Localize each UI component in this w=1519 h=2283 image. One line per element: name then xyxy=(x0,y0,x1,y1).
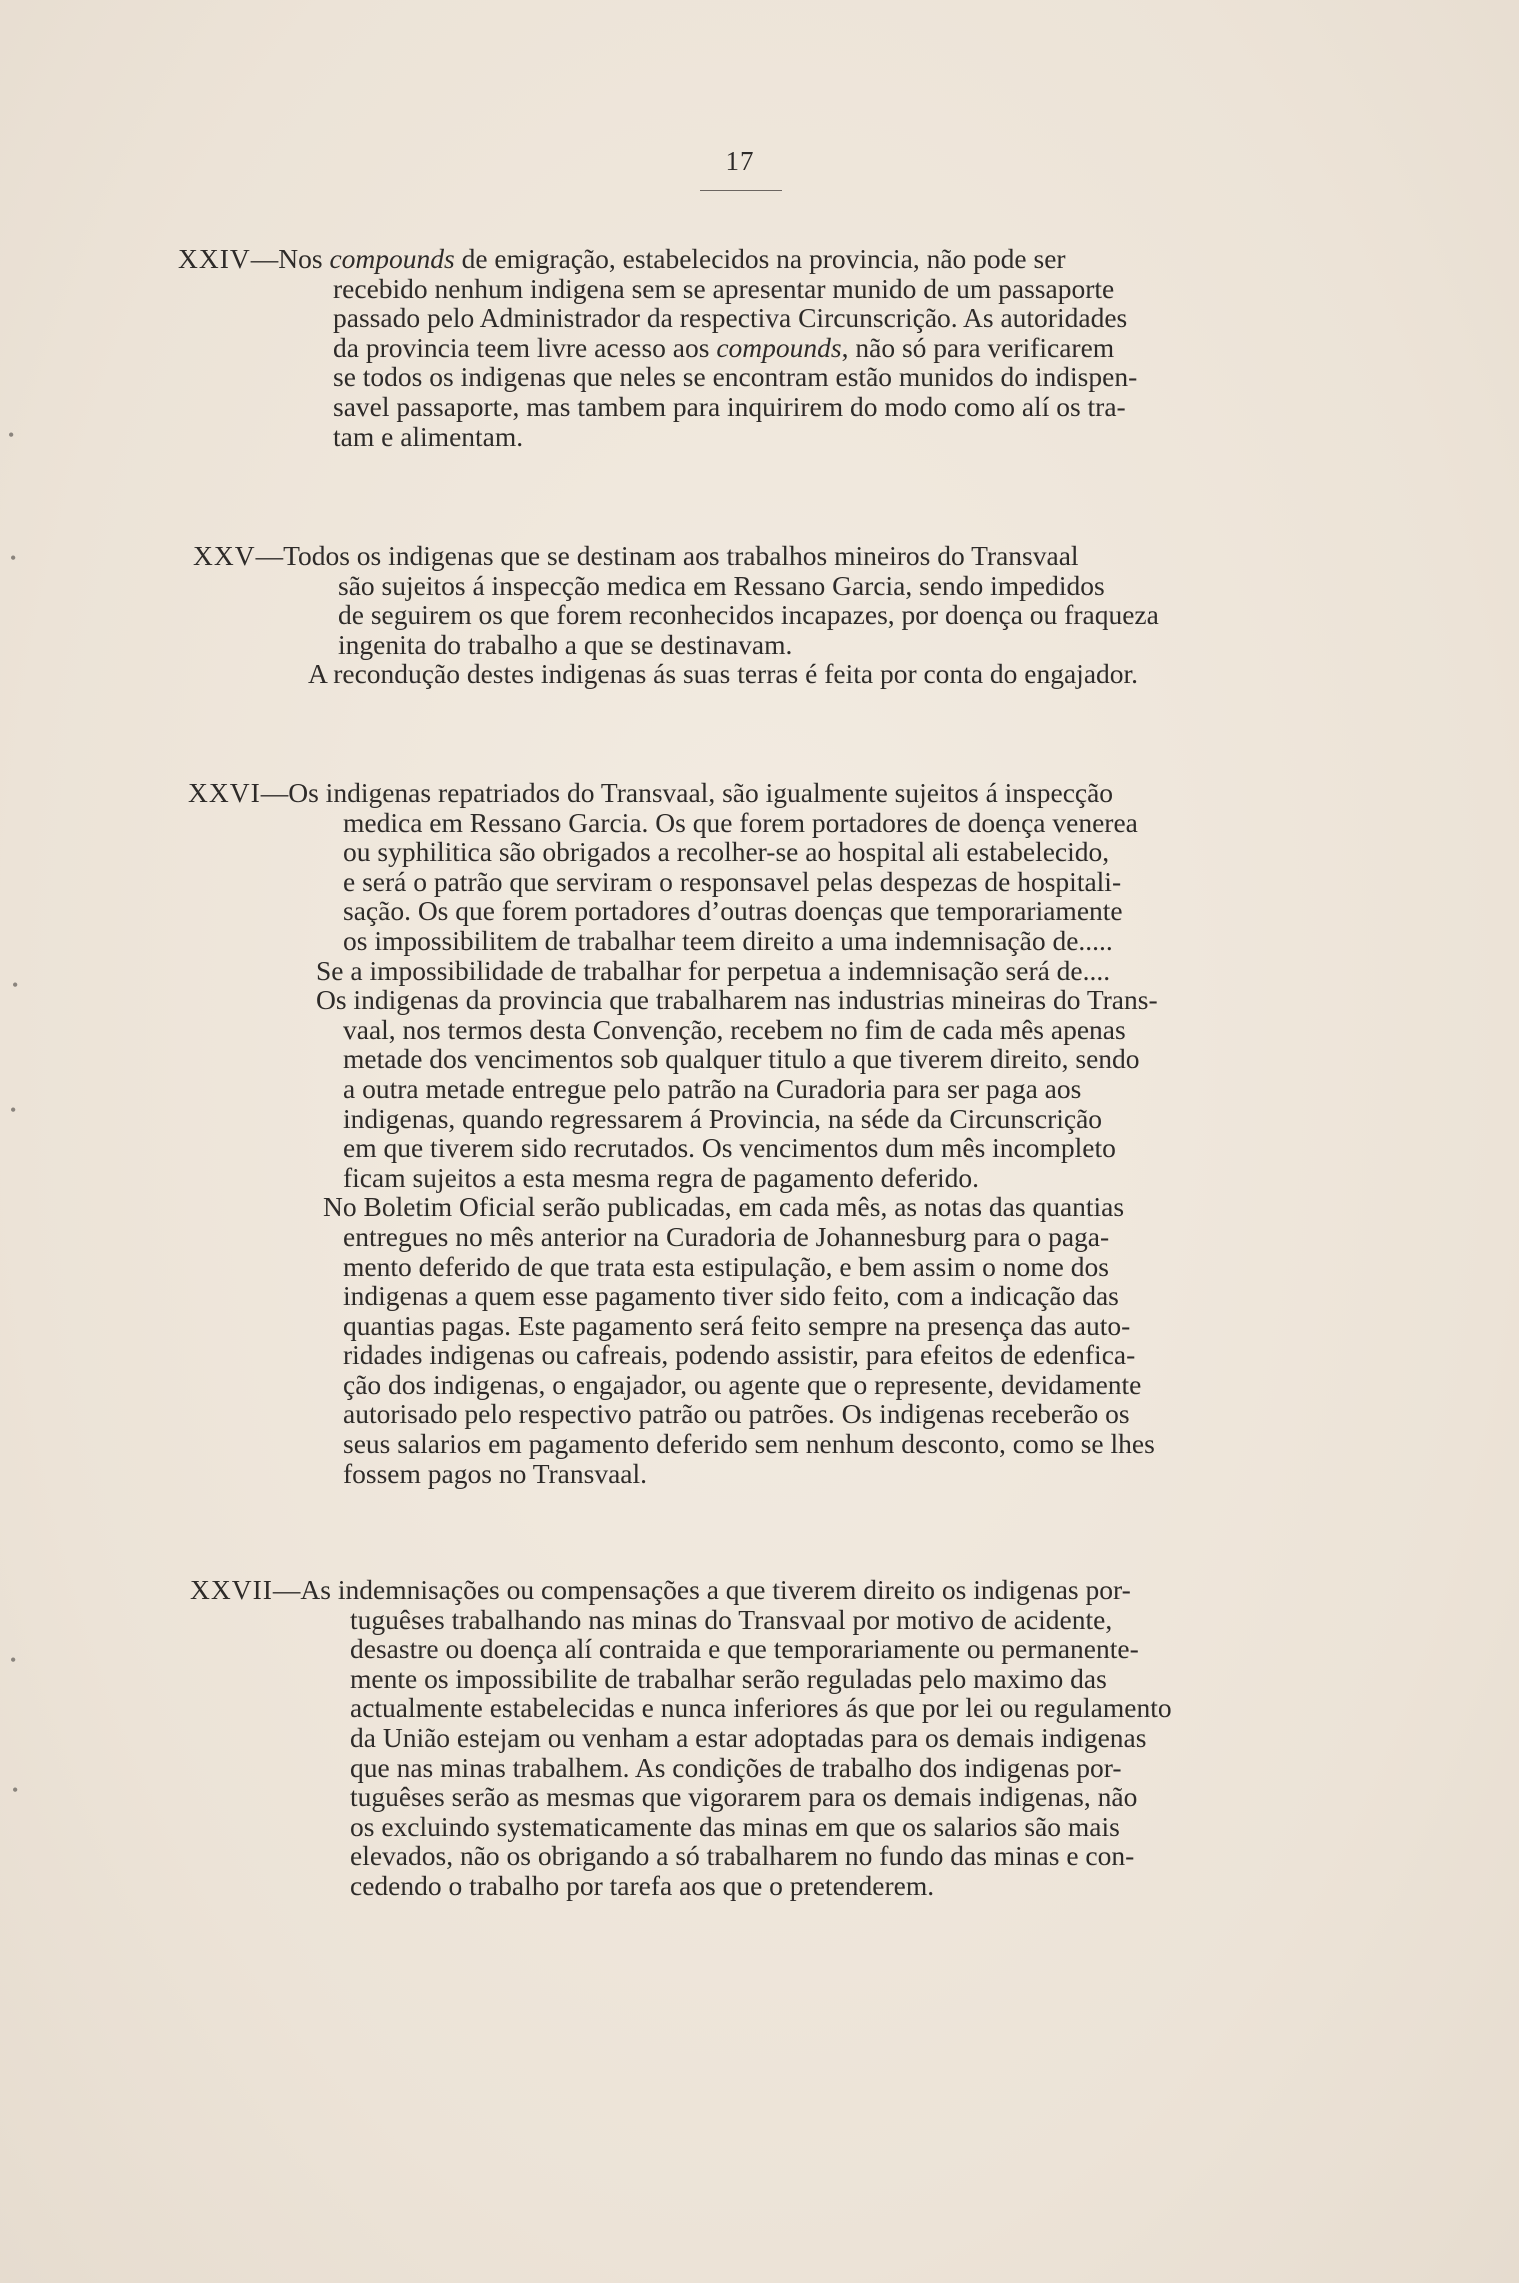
article-text: , não só para verificarem xyxy=(841,331,1115,363)
article-text: Nos xyxy=(278,243,330,274)
article-text: de emigração, estabelecidos na provincia, não pode ser xyxy=(454,243,1066,274)
article-text: As indemnisações ou compensações a que tiverem direito os indigenas por- xyxy=(300,1574,1131,1605)
margin-speck: • xyxy=(10,1650,17,1670)
article-line xyxy=(190,1575,1172,1605)
article-line: metade dos vencimentos sob qualquer titulo a que tiverem direito, sendo xyxy=(343,1043,1140,1075)
article-line: a outra metade entregue pelo patrão na Curadoria para ser paga aos xyxy=(343,1072,1082,1104)
article-line: tuguêses serão as mesmas que vigorarem para os demais indigenas, não xyxy=(350,1781,1138,1813)
article-line: elevados, não os obrigando a só trabalharem no fundo das minas e con- xyxy=(350,1840,1135,1872)
margin-speck: • xyxy=(8,425,15,445)
article-text-italic: compounds xyxy=(329,243,455,274)
page-number-rule xyxy=(700,190,782,191)
margin-speck: • xyxy=(12,975,19,995)
article-line: mento deferido de que trata esta estipulação, e bem assim o nome dos xyxy=(343,1250,1109,1282)
article-line xyxy=(193,541,1159,571)
article-line: os excluindo systematicamente das minas em que os salarios são mais xyxy=(350,1810,1120,1842)
article-line: actualmente estabelecidas e nunca inferiores ás que por lei ou regulamento xyxy=(350,1692,1172,1724)
margin-speck: • xyxy=(12,1780,19,1800)
article-line: sação. Os que forem portadores d’outras doenças que temporariamente xyxy=(343,895,1123,927)
article-xxv xyxy=(193,541,1159,689)
article-line: ou syphilitica são obrigados a recolher-se ao hospital ali estabelecido, xyxy=(343,836,1110,868)
article-line: ção dos indigenas, o engajador, ou agente que o represente, devidamente xyxy=(343,1368,1142,1400)
article-line: A recondução destes indigenas ás suas terras é feita por conta do engajador. xyxy=(308,658,1139,690)
article-line: Os indigenas da provincia que trabalharem nas industrias mineiras do Trans- xyxy=(316,984,1158,1016)
article-line: são sujeitos á inspecção medica em Ressano Garcia, sendo impedidos xyxy=(338,569,1105,601)
article-xxvi xyxy=(188,778,1158,1488)
article-line: passado pelo Administrador da respectiva Circunscrição. As autoridades xyxy=(333,302,1128,334)
article-text: Todos os indigenas que se destinam aos trabalhos mineiros do Transvaal xyxy=(283,540,1079,571)
article-line: e será o patrão que serviram o responsavel pelas despezas de hospitali- xyxy=(343,865,1122,897)
article-xxiv xyxy=(178,244,1137,451)
article-xxvii xyxy=(190,1575,1172,1901)
article-line: ingenita do trabalho a que se destinavam. xyxy=(338,628,793,660)
article-line: os impossibilitem de trabalhar teem direito a uma indemnisação de..... xyxy=(343,924,1113,956)
article-line: se todos os indigenas que neles se encontram estão munidos do indispen- xyxy=(333,361,1138,393)
article-text: Os indigenas repatriados do Transvaal, são igualmente sujeitos á inspecção xyxy=(288,777,1114,808)
article-line xyxy=(178,333,1137,363)
article-line: entregues no mês anterior na Curadoria de Johannesburg para o paga- xyxy=(343,1220,1110,1252)
article-line: vaal, nos termos desta Convenção, recebem no fim de cada mês apenas xyxy=(343,1013,1126,1045)
article-numeral: XXVII xyxy=(190,1574,273,1605)
article-line xyxy=(178,244,1137,274)
article-line: Se a impossibilidade de trabalhar for perpetua a indemnisação será de.... xyxy=(316,954,1111,986)
article-line: recebido nenhum indigena sem se apresentar munido de um passaporte xyxy=(333,272,1115,304)
article-line: No Boletim Oficial serão publicadas, em cada mês, as notas das quantias xyxy=(323,1191,1125,1223)
article-line: tam e alimentam. xyxy=(333,420,524,452)
article-line: de seguirem os que forem reconhecidos incapazes, por doença ou fraqueza xyxy=(338,599,1159,631)
article-text-italic: compounds xyxy=(716,331,842,363)
article-dash: — xyxy=(250,243,279,274)
article-line: indigenas, quando regressarem á Provincia, na séde da Circunscrição xyxy=(343,1102,1103,1134)
article-line: medica em Ressano Garcia. Os que forem portadores de doença venerea xyxy=(343,806,1138,838)
article-line: ridades indigenas ou cafreais, podendo assistir, para efeitos de edenfica- xyxy=(343,1339,1136,1371)
article-line: mente os impossibilite de trabalhar serão reguladas pelo maximo das xyxy=(350,1662,1107,1694)
article-dash: — xyxy=(272,1574,301,1605)
article-line: autorisado pelo respectivo patrão ou patrões. Os indigenas receberão os xyxy=(343,1398,1130,1430)
article-numeral: XXIV xyxy=(178,243,251,274)
article-line: ficam sujeitos a esta mesma regra de pagamento deferido. xyxy=(343,1161,980,1193)
article-line: seus salarios em pagamento deferido sem nenhum desconto, como se lhes xyxy=(343,1428,1155,1460)
article-line: que nas minas trabalhem. As condições de trabalho dos indigenas por- xyxy=(350,1751,1122,1783)
article-line: da União estejam ou venham a estar adoptadas para os demais indigenas xyxy=(350,1721,1147,1753)
article-dash: — xyxy=(260,777,289,808)
page-number: 17 xyxy=(725,146,755,176)
article-line: indigenas a quem esse pagamento tiver sido feito, com a indicação das xyxy=(343,1280,1119,1312)
margin-speck: • xyxy=(10,548,17,568)
article-text: da provincia teem livre acesso aos xyxy=(333,331,717,363)
article-numeral: XXVI xyxy=(188,777,261,808)
article-line xyxy=(188,778,1158,808)
article-numeral: XXV xyxy=(193,540,256,571)
article-line: quantias pagas. Este pagamento será feito sempre na presença das auto- xyxy=(343,1309,1131,1341)
article-dash: — xyxy=(255,540,284,571)
article-line: fossem pagos no Transvaal. xyxy=(343,1457,648,1489)
article-line: cedendo o trabalho por tarefa aos que o pretenderem. xyxy=(350,1869,935,1901)
margin-speck: • xyxy=(10,1100,17,1120)
article-line: desastre ou doença alí contraida e que temporariamente ou permanente- xyxy=(350,1633,1139,1665)
article-line: savel passaporte, mas tambem para inquirirem do modo como alí os tra- xyxy=(333,390,1126,422)
article-line: em que tiverem sido recrutados. Os vencimentos dum mês incompleto xyxy=(343,1132,1116,1164)
article-line: tuguêses trabalhando nas minas do Transvaal por motivo de acidente, xyxy=(350,1603,1113,1635)
